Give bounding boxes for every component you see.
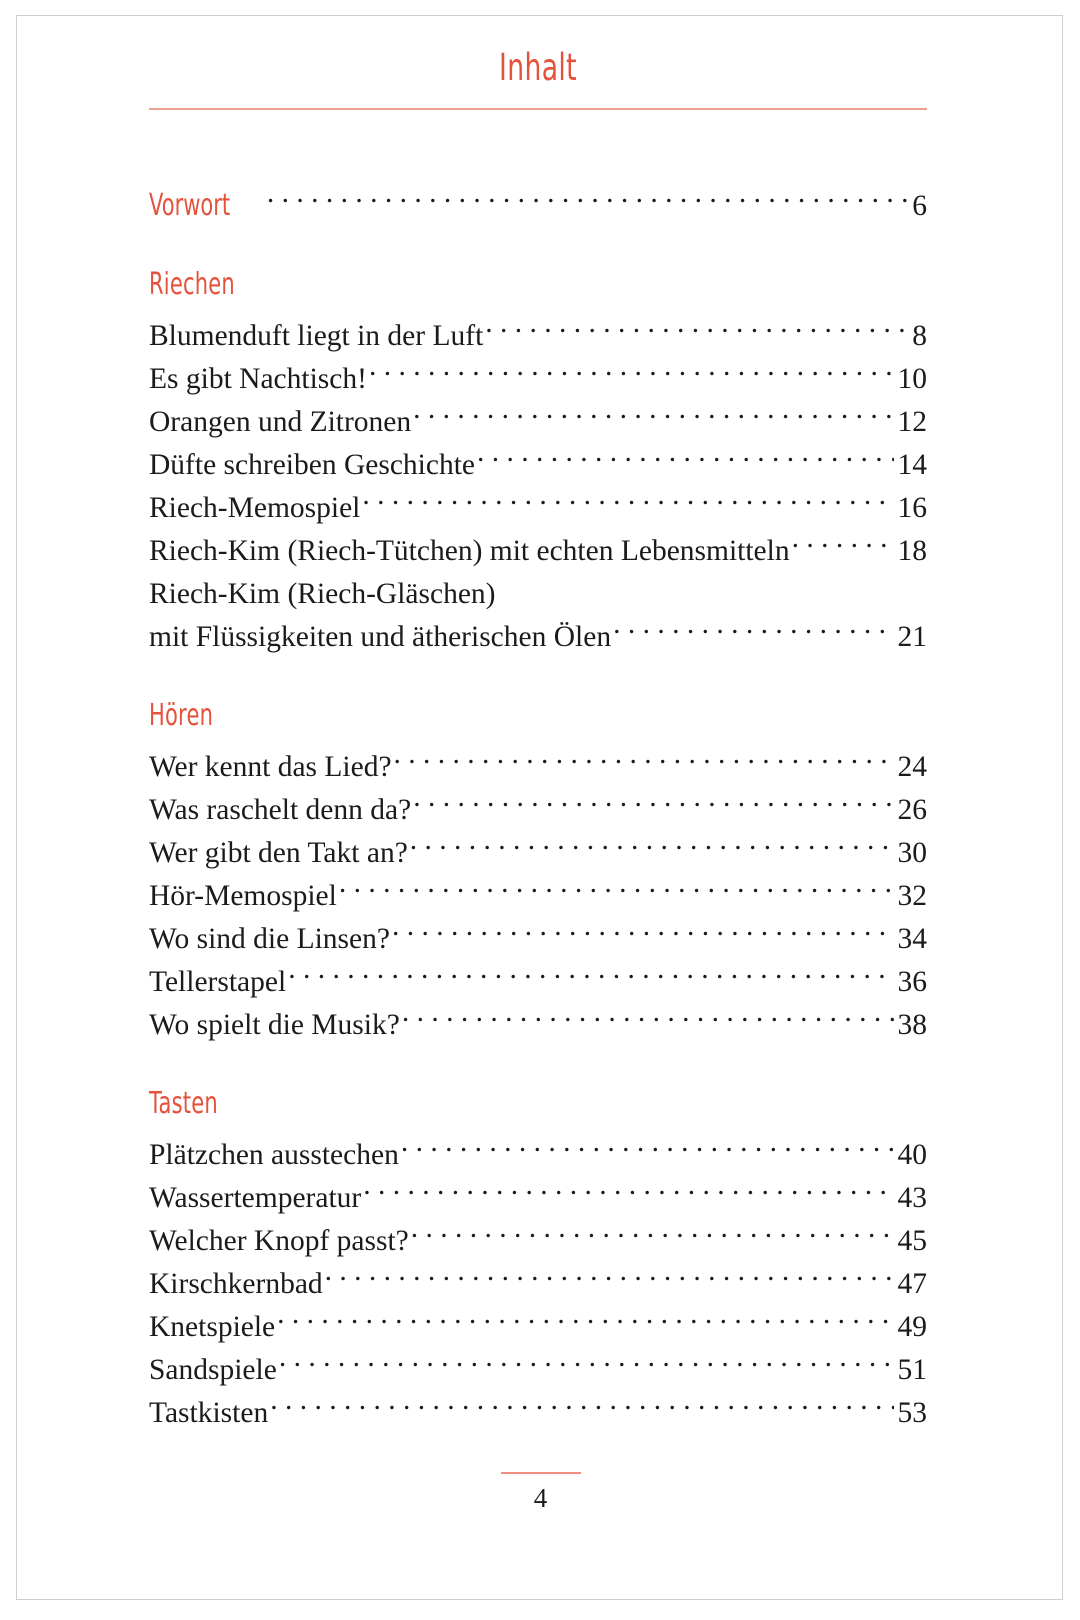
toc-leader-dots bbox=[369, 359, 894, 389]
heading-spacer bbox=[149, 733, 927, 746]
toc-entry[interactable] bbox=[149, 875, 927, 918]
toc-entry-label: mit Flüssigkeiten und ätherischen Ölen bbox=[149, 621, 612, 653]
toc-leader-dots bbox=[792, 531, 894, 561]
toc-entry-page-number: 49 bbox=[897, 1311, 927, 1343]
toc-leader-dots bbox=[267, 186, 908, 216]
toc-entry-page-number: 45 bbox=[897, 1225, 927, 1257]
toc-entry-page-number: 53 bbox=[897, 1397, 927, 1429]
toc-section-vorwort bbox=[149, 184, 927, 228]
toc-entry-label: Wassertemperatur bbox=[149, 1182, 362, 1214]
toc-entry[interactable] bbox=[149, 616, 927, 659]
toc-entry-label: Düfte schreiben Geschichte bbox=[149, 449, 475, 481]
toc-section-hoeren bbox=[149, 699, 927, 1047]
toc-entry-label: Vorwort bbox=[149, 188, 231, 223]
toc-leader-dots bbox=[410, 833, 894, 863]
toc-leader-dots bbox=[392, 919, 894, 949]
toc-leader-dots bbox=[270, 1393, 893, 1423]
toc-entry[interactable] bbox=[149, 1220, 927, 1263]
toc-entry[interactable] bbox=[149, 315, 927, 358]
table-of-contents bbox=[149, 46, 927, 1435]
heading-spacer bbox=[149, 1121, 927, 1134]
toc-entry-label: Wer gibt den Takt an? bbox=[149, 837, 408, 869]
toc-leader-dots bbox=[613, 617, 893, 647]
toc-entry-page-number: 38 bbox=[897, 1009, 927, 1041]
toc-entry[interactable] bbox=[149, 1306, 927, 1349]
toc-entry[interactable] bbox=[149, 358, 927, 401]
footer-page-number: 4 bbox=[533, 1483, 548, 1513]
toc-entry-label: Wer kennt das Lied? bbox=[149, 751, 392, 783]
toc-entry[interactable] bbox=[149, 789, 927, 832]
footer-divider bbox=[501, 1472, 581, 1474]
toc-entry-page-number: 43 bbox=[897, 1182, 927, 1214]
toc-entry-label: Es gibt Nachtisch! bbox=[149, 363, 367, 395]
toc-entry-page-number: 40 bbox=[897, 1139, 927, 1171]
toc-leader-dots bbox=[413, 790, 893, 820]
toc-entry-label: Wo sind die Linsen? bbox=[149, 923, 390, 955]
toc-entry[interactable] bbox=[149, 401, 927, 444]
toc-entry[interactable] bbox=[149, 832, 927, 875]
section-spacer bbox=[149, 659, 927, 699]
toc-entry[interactable] bbox=[149, 530, 927, 573]
section-heading-hoeren: Hören bbox=[149, 698, 214, 733]
toc-entry-page-number: 47 bbox=[897, 1268, 927, 1300]
toc-entry-label: Knetspiele bbox=[149, 1311, 276, 1343]
toc-entry[interactable] bbox=[149, 487, 927, 530]
toc-entry[interactable] bbox=[149, 1134, 927, 1177]
toc-entry-page-number: 6 bbox=[912, 190, 927, 222]
toc-entry-label: Tellerstapel bbox=[149, 966, 287, 998]
section-spacer bbox=[149, 1047, 927, 1087]
toc-leader-dots bbox=[277, 1307, 893, 1337]
toc-entry-page-number: 30 bbox=[897, 837, 927, 869]
toc-entry-page-number: 10 bbox=[897, 363, 927, 395]
toc-entry-label: Hör-Memospiel bbox=[149, 880, 337, 912]
toc-entry-page-number: 14 bbox=[897, 449, 927, 481]
toc-entry-label: Wo spielt die Musik? bbox=[149, 1009, 400, 1041]
toc-leader-dots bbox=[485, 316, 908, 346]
toc-leader-dots bbox=[477, 445, 894, 475]
toc-entry-page-number: 24 bbox=[897, 751, 927, 783]
toc-leader-dots bbox=[279, 1350, 894, 1380]
toc-entry[interactable] bbox=[149, 961, 927, 1004]
toc-entry[interactable] bbox=[149, 1263, 927, 1306]
toc-entry-page-number: 12 bbox=[897, 406, 927, 438]
toc-entry[interactable] bbox=[149, 746, 927, 789]
toc-entry-page-number: 26 bbox=[897, 794, 927, 826]
toc-entry-page-number: 51 bbox=[897, 1354, 927, 1386]
toc-leader-dots bbox=[325, 1264, 894, 1294]
toc-entry[interactable] bbox=[149, 573, 927, 616]
toc-leader-dots bbox=[402, 1005, 894, 1035]
section-heading-riechen: Riechen bbox=[149, 267, 235, 302]
toc-leader-dots bbox=[413, 402, 893, 432]
toc-entry-label: Riech-Memospiel bbox=[149, 492, 361, 524]
toc-entry-page-number: 18 bbox=[897, 535, 927, 567]
toc-entry[interactable] bbox=[149, 184, 927, 228]
toc-sections bbox=[149, 110, 927, 1435]
toc-entry[interactable] bbox=[149, 918, 927, 961]
toc-entry-label: Plätzchen ausstechen bbox=[149, 1139, 399, 1171]
toc-entry-page-number: 16 bbox=[897, 492, 927, 524]
toc-entry-page-number: 21 bbox=[897, 621, 927, 653]
toc-entry-label: Kirschkernbad bbox=[149, 1268, 323, 1300]
heading-spacer bbox=[149, 302, 927, 315]
toc-entry-label: Blumenduft liegt in der Luft bbox=[149, 320, 484, 352]
section-spacer bbox=[149, 228, 927, 268]
section-spacer bbox=[149, 110, 927, 184]
toc-entry-label: Riech-Kim (Riech-Gläschen) bbox=[149, 578, 496, 610]
toc-entry[interactable] bbox=[149, 1004, 927, 1047]
toc-leader-dots bbox=[339, 876, 894, 906]
toc-entry-label: Orangen und Zitronen bbox=[149, 406, 412, 438]
toc-entry-label: Was raschelt denn da? bbox=[149, 794, 412, 826]
toc-entry-label: Sandspiele bbox=[149, 1354, 277, 1386]
toc-entry-page-number: 32 bbox=[897, 880, 927, 912]
toc-entry[interactable] bbox=[149, 1392, 927, 1435]
toc-leader-dots bbox=[288, 962, 893, 992]
toc-entry-page-number: 34 bbox=[897, 923, 927, 955]
page-footer bbox=[17, 1472, 1064, 1514]
toc-entry[interactable] bbox=[149, 1349, 927, 1392]
toc-leader-dots bbox=[394, 747, 894, 777]
toc-entry[interactable] bbox=[149, 1177, 927, 1220]
toc-entry[interactable] bbox=[149, 444, 927, 487]
toc-leader-dots bbox=[411, 1221, 894, 1251]
toc-entry-label: Riech-Kim (Riech-Tütchen) mit echten Lebensmitteln bbox=[149, 535, 790, 567]
page-title: Inhalt bbox=[499, 46, 577, 89]
section-heading-tasten: Tasten bbox=[149, 1086, 218, 1121]
toc-leader-dots bbox=[401, 1135, 894, 1165]
toc-leader-dots bbox=[362, 488, 893, 518]
toc-entry-page-number: 36 bbox=[897, 966, 927, 998]
toc-section-tasten bbox=[149, 1087, 927, 1435]
toc-section-riechen bbox=[149, 268, 927, 659]
page-sheet bbox=[16, 15, 1063, 1600]
toc-entry-label: Tastkisten bbox=[149, 1397, 269, 1429]
toc-entry-label: Welcher Knopf passt? bbox=[149, 1225, 409, 1257]
toc-leader-dots bbox=[363, 1178, 893, 1208]
toc-entry-page-number: 8 bbox=[912, 320, 927, 352]
